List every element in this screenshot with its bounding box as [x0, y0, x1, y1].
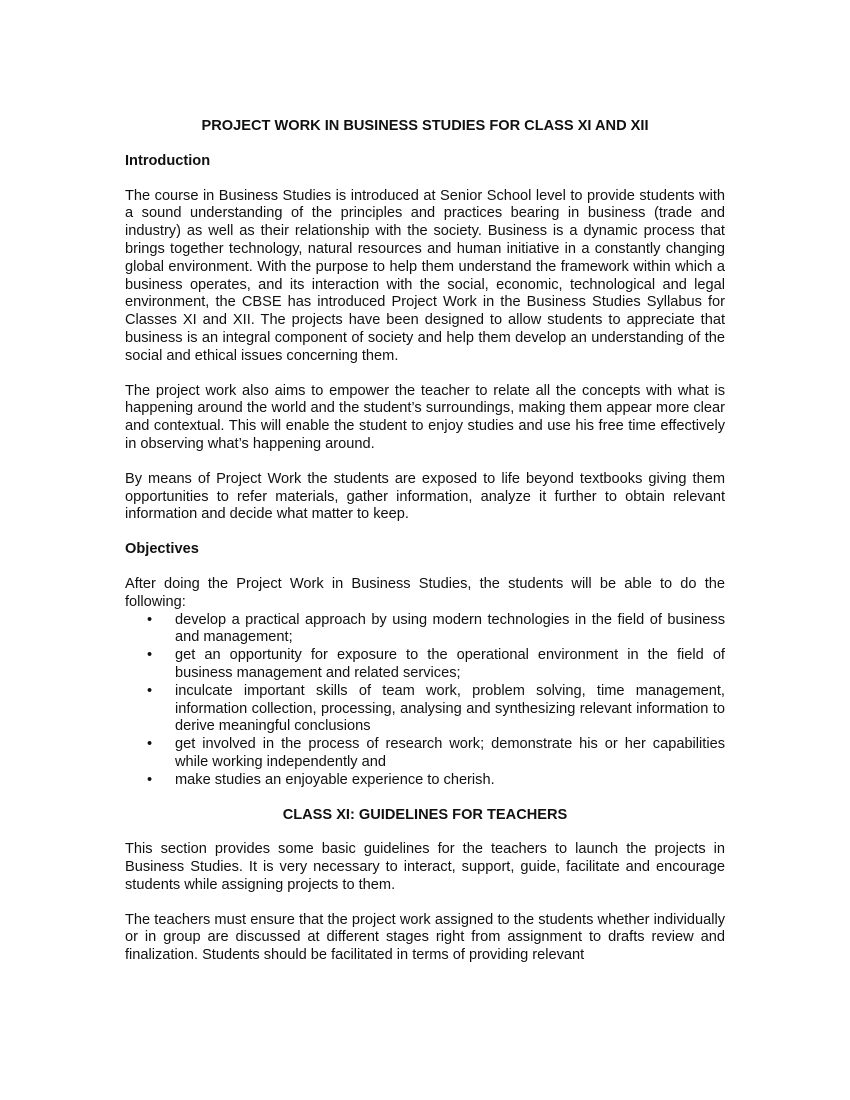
bullet-icon: • — [147, 771, 153, 788]
objective-text: get an opportunity for exposure to the operational environment in the field of business management and related services; — [175, 647, 725, 681]
guidelines-paragraph-1: This section provides some basic guidelines for the teachers to launch the projects in Business Studies. It is very necessary to interact, support, guide, facilitate and encourage students while assigning projects to them. — [125, 841, 725, 893]
list-item — [125, 772, 725, 790]
objective-text: develop a practical approach by using modern technologies in the field of business and management; — [175, 611, 725, 646]
guidelines-heading: CLASS XI: GUIDELINES FOR TEACHERS — [282, 806, 568, 823]
objective-text: make studies an enjoyable experience to cherish. — [175, 771, 495, 788]
bullet-icon: • — [147, 682, 153, 699]
intro-paragraph-2: The project work also aims to empower the teacher to relate all the concepts with what is happening around the world and the student’s surroundings, making them appear more clear and contextual. This will enable the student to enjoy studies and use his free time effectively in observing what’s happening around. — [125, 382, 725, 452]
intro-paragraph-3: By means of Project Work the students are exposed to life beyond textbooks giving them opportunities to refer materials, gather information, analyze it further to obtain relevant information and decide what matter to keep. — [125, 470, 725, 523]
intro-paragraph-1: The course in Business Studies is introduced at Senior School level to provide students with a sound understanding of the principles and practices bearing in business (trade and industry) as well as their relationship with the society. Business is a dynamic process that brings together technology, natural resources and human initiative in a constantly changing global environment. With the purpose to help them understand the framework within which a business operates, and its interaction with the social, economic, technological and legal environment, the CBSE has introduced Project Work in the Business Studies Syllabus for Classes XI and XII. The projects have been designed to allow students to appreciate that business is an integral component of society and help them develop an understanding of the social and ethical issues concerning them. — [125, 187, 725, 364]
objectives-heading: Objectives — [125, 541, 199, 558]
objectives-intro: After doing the Project Work in Business Studies, the students will be able to do the following: — [125, 575, 725, 610]
list-item — [125, 736, 725, 772]
guidelines-paragraph-2: The teachers must ensure that the project work assigned to the students whether individually or in group are discussed at different stages right from assignment to drafts review and finalization. Students should be facilitated in terms of providing relevant — [125, 911, 725, 964]
bullet-icon: • — [147, 647, 153, 664]
document-title: PROJECT WORK IN BUSINESS STUDIES FOR CLASS XI AND XII — [201, 118, 649, 134]
objectives-list — [125, 612, 725, 790]
list-item — [125, 612, 725, 648]
list-item — [125, 647, 725, 683]
bullet-icon: • — [147, 611, 153, 628]
bullet-icon: • — [147, 736, 153, 753]
list-item — [125, 683, 725, 736]
objective-text: get involved in the process of research work; demonstrate his or her capabilities while working independently and — [175, 736, 725, 770]
introduction-heading: Introduction — [125, 152, 211, 169]
document-body — [125, 118, 725, 982]
objective-text: inculcate important skills of team work, problem solving, time management, information collection, processing, analysing and synthesizing relevant information to derive meaningful conclusions — [175, 682, 725, 735]
